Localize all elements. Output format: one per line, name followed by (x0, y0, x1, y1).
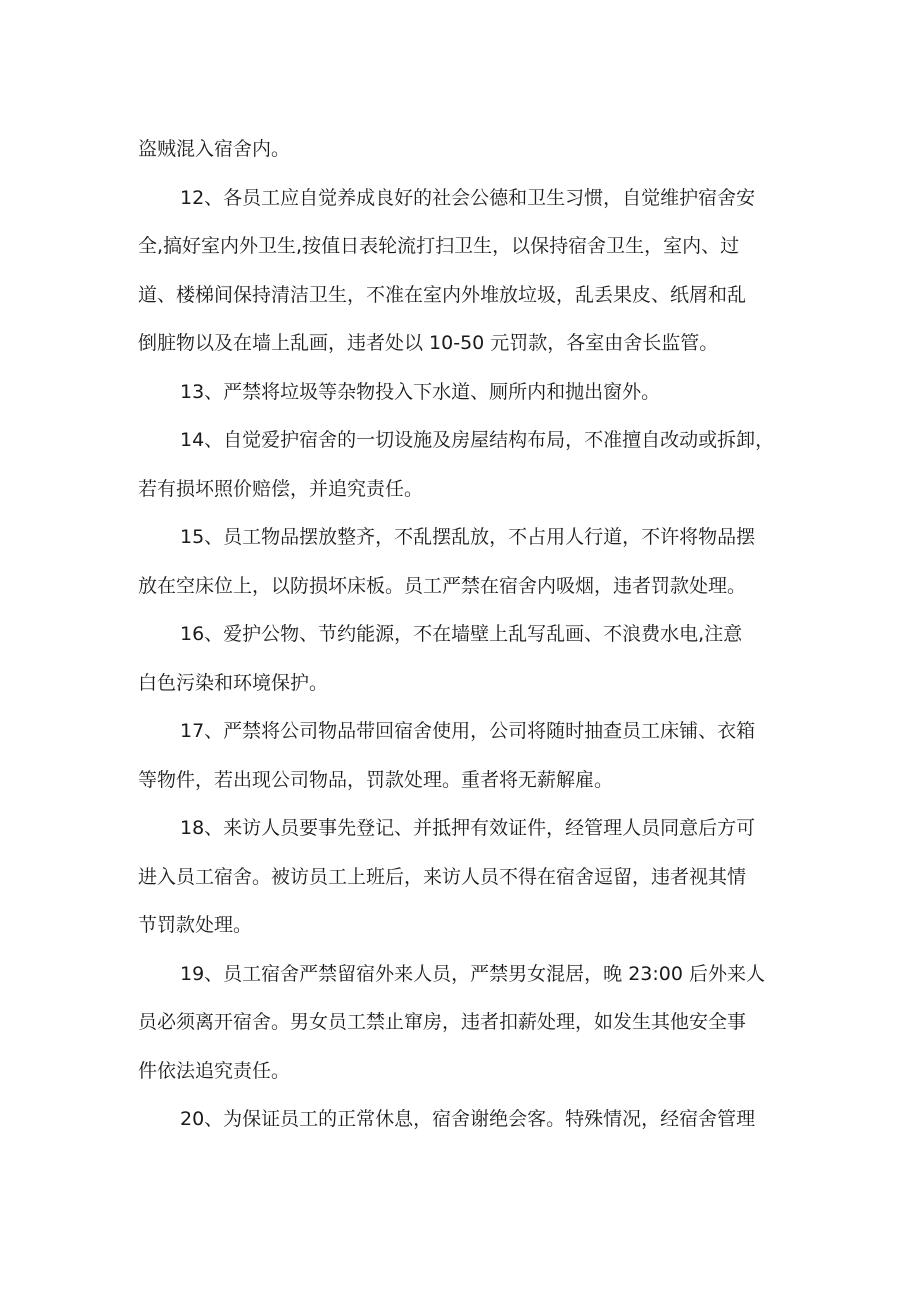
text-line: 19、员工宿舍严禁留宿外来人员，严禁男女混居，晚 23:00 后外来人 (180, 962, 766, 985)
text-line: 进入员工宿舍。被访员工上班后，来访人员不得在宿舍逗留，违者视其情 (138, 865, 747, 888)
text-line: 盗贼混入宿舍内。 (138, 138, 291, 160)
text-line: 20、为保证员工的正常休息，宿舍谢绝会客。特殊情况，经宿舍管理 (180, 1108, 756, 1130)
text-line: 18、来访人员要事先登记、并抵押有效证件，经管理人员同意后方可 (180, 817, 756, 839)
paragraph-continuation (138, 125, 788, 174)
text-line: 道、楼梯间保持清洁卫生，不准在室内外堆放垃圾，乱丢果皮、纸屑和乱 (138, 283, 747, 306)
document-body (138, 125, 788, 1144)
paragraph-rule-12 (138, 174, 788, 368)
text-line: 13、严禁将垃圾等杂物投入下水道、厕所内和抛出窗外。 (180, 380, 661, 403)
text-line: 倒脏物以及在墙上乱画，违者处以 10-50 元罚款，各室由舍长监管。 (138, 332, 719, 354)
text-line: 节罚款处理。 (138, 914, 253, 936)
text-line: 若有损坏照价赔偿，并追究责任。 (138, 477, 424, 500)
text-line: 放在空床位上，以防损坏床板。员工严禁在宿舍内吸烟，违者罚款处理。 (138, 574, 747, 597)
paragraph-rule-17 (138, 707, 788, 804)
text-line: 全,搞好室内外卫生,按值日表轮流打扫卫生，以保持宿舍卫生，室内、过 (138, 235, 740, 257)
text-line: 等物件，若出现公司物品，罚款处理。重者将无薪解雇。 (138, 768, 614, 791)
text-line: 15、员工物品摆放整齐，不乱摆乱放，不占用人行道，不许将物品摆 (180, 526, 756, 548)
paragraph-rule-14 (138, 416, 788, 513)
text-line: 12、各员工应自觉养成良好的社会公德和卫生习惯，自觉维护宿舍安 (180, 186, 756, 209)
text-line: 14、自觉爱护宿舍的一切设施及房屋结构布局，不准擅自改动或拆卸， (180, 429, 775, 451)
paragraph-rule-20 (138, 1095, 788, 1144)
text-line: 白色污染和环境保护。 (138, 671, 329, 694)
text-line: 16、爱护公物、节约能源，不在墙壁上乱写乱画、不浪费水电,注意 (180, 623, 743, 645)
text-line: 17、严禁将公司物品带回宿舍使用，公司将随时抽查员工床铺、衣箱 (180, 720, 756, 742)
paragraph-rule-18 (138, 804, 788, 950)
paragraph-rule-13 (138, 368, 788, 417)
paragraph-rule-15 (138, 513, 788, 610)
text-line: 员必须离开宿舍。男女员工禁止窜房，违者扣薪处理，如发生其他安全事 (138, 1011, 747, 1033)
paragraph-rule-16 (138, 610, 788, 707)
paragraph-rule-19 (138, 950, 788, 1096)
text-line: 件依法追究责任。 (138, 1059, 291, 1082)
